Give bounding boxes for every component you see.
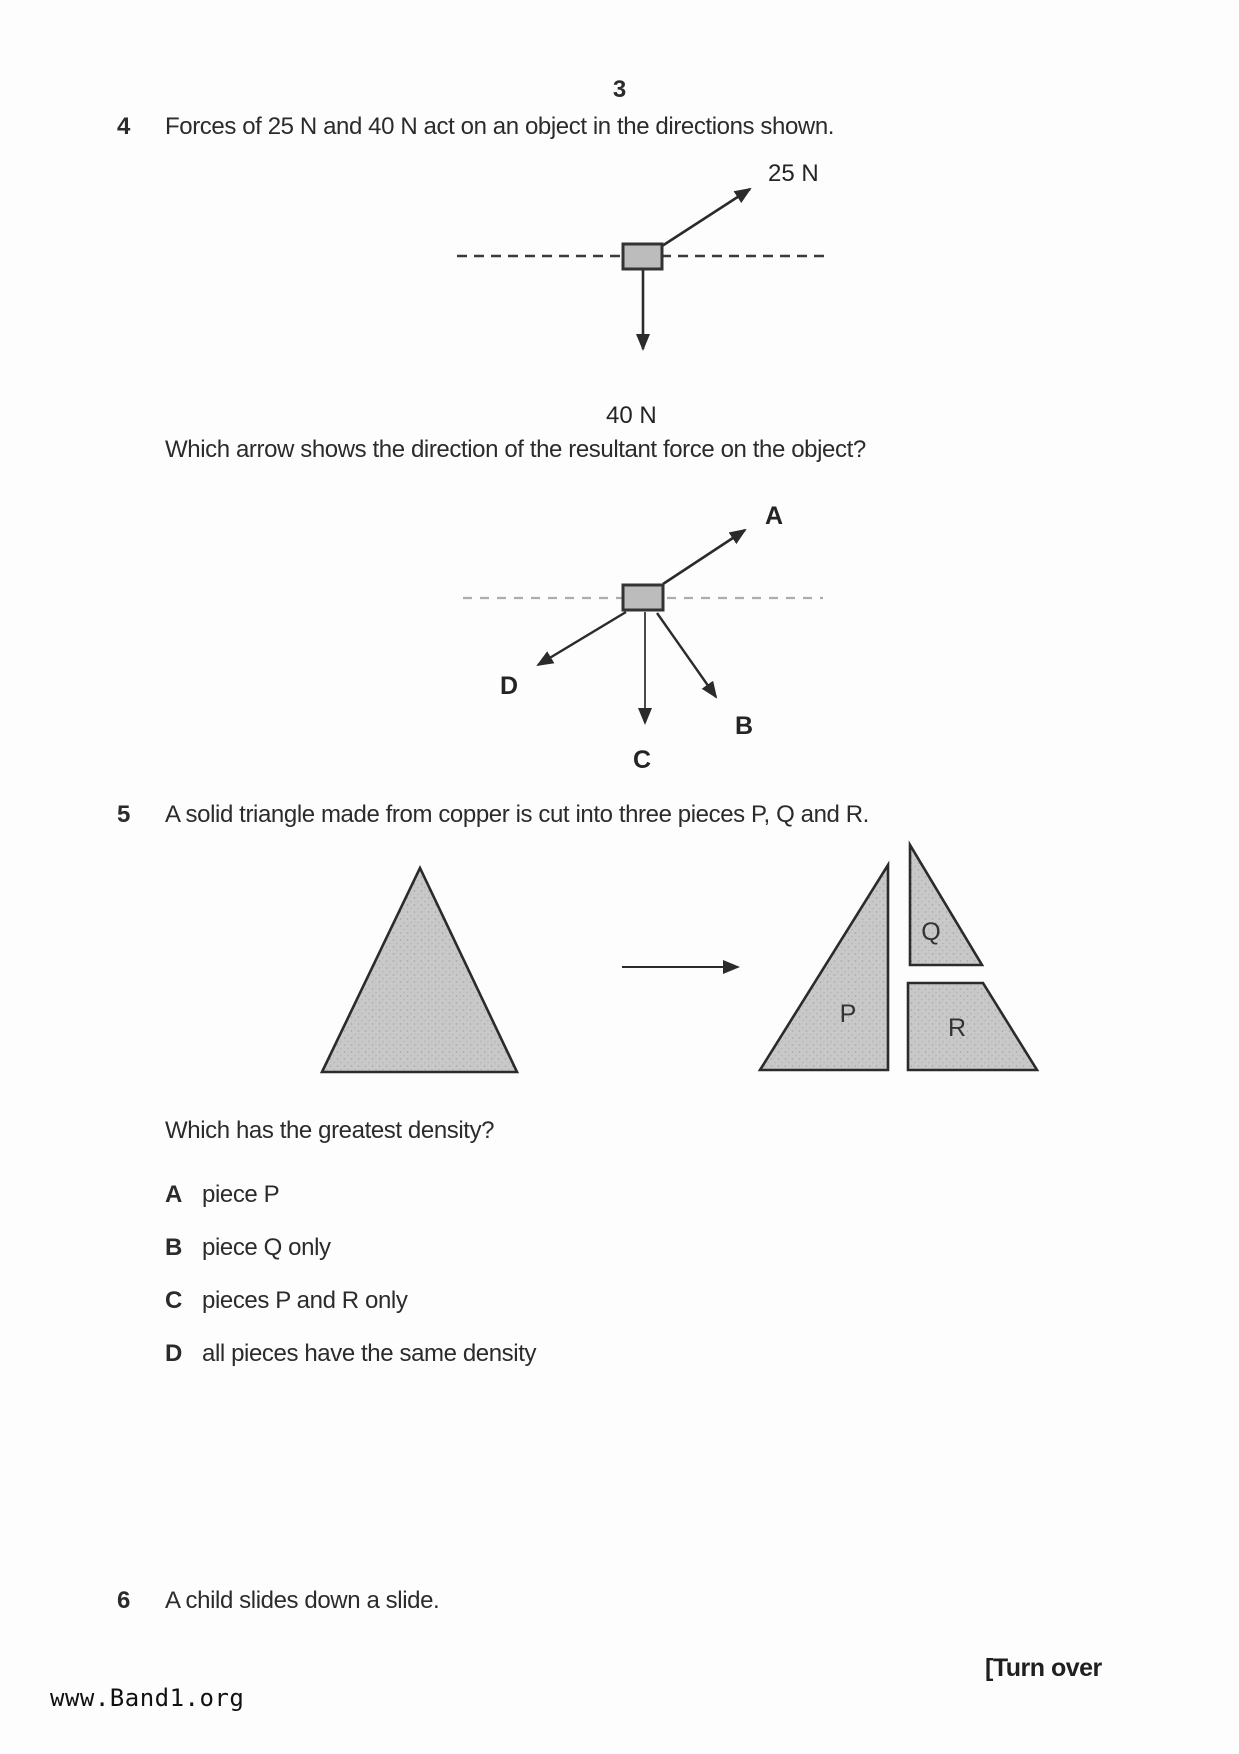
- q4-text: Forces of 25 N and 40 N act on an object in the directions shown.: [165, 113, 835, 140]
- solid-triangle: [322, 868, 517, 1072]
- answer-arrow-b: [657, 613, 716, 697]
- q5-question: Which has the greatest density?: [165, 1117, 495, 1144]
- q4-force-diagram: [450, 148, 840, 432]
- piece-r-shape: [908, 983, 1037, 1070]
- force-25n-label: 25 N: [768, 160, 819, 187]
- answer-arrow-a-label: A: [765, 502, 784, 530]
- q5-option-b-letter: B: [165, 1234, 182, 1261]
- q5-option-a-text: piece P: [202, 1181, 280, 1208]
- q5-text: A solid triangle made from copper is cut into three pieces P, Q and R.: [165, 801, 869, 828]
- force-40n-label: 40 N: [606, 402, 657, 429]
- q5-option-b-text: piece Q only: [202, 1234, 331, 1261]
- page-number: 3: [612, 76, 627, 103]
- q5-option-c-letter: C: [165, 1287, 182, 1314]
- piece-p-shape: [760, 865, 888, 1070]
- q5-number: 5: [117, 801, 130, 828]
- piece-p-label: P: [839, 1000, 857, 1028]
- answer-arrow-a: [663, 530, 745, 584]
- piece-q-label: Q: [921, 918, 941, 946]
- turn-over-note: [Turn over: [985, 1654, 1102, 1682]
- object-box: [623, 585, 663, 610]
- q5-option-d-text: all pieces have the same density: [202, 1340, 537, 1367]
- q5-option-d-letter: D: [165, 1340, 182, 1367]
- piece-r-label: R: [947, 1014, 967, 1042]
- answer-arrow-d-label: D: [500, 672, 519, 700]
- q5-triangle-diagram: [300, 838, 1070, 1085]
- q4-sub-question: Which arrow shows the direction of the resultant force on the object?: [165, 436, 866, 463]
- q4-number: 4: [117, 113, 130, 140]
- object-box: [623, 244, 662, 269]
- answer-arrow-d: [538, 612, 626, 665]
- answer-arrow-c-label: C: [633, 746, 652, 774]
- q4-answer-diagram: [455, 500, 845, 790]
- force-25n-arrow: [662, 189, 750, 246]
- q6-text: A child slides down a slide.: [165, 1587, 440, 1614]
- footer-url: www.Band1.org: [50, 1684, 245, 1712]
- piece-q-shape: [910, 845, 982, 965]
- q6-number: 6: [117, 1587, 130, 1614]
- q5-option-c-text: pieces P and R only: [202, 1287, 408, 1314]
- q5-option-a-letter: A: [165, 1181, 182, 1208]
- answer-arrow-b-label: B: [735, 712, 754, 740]
